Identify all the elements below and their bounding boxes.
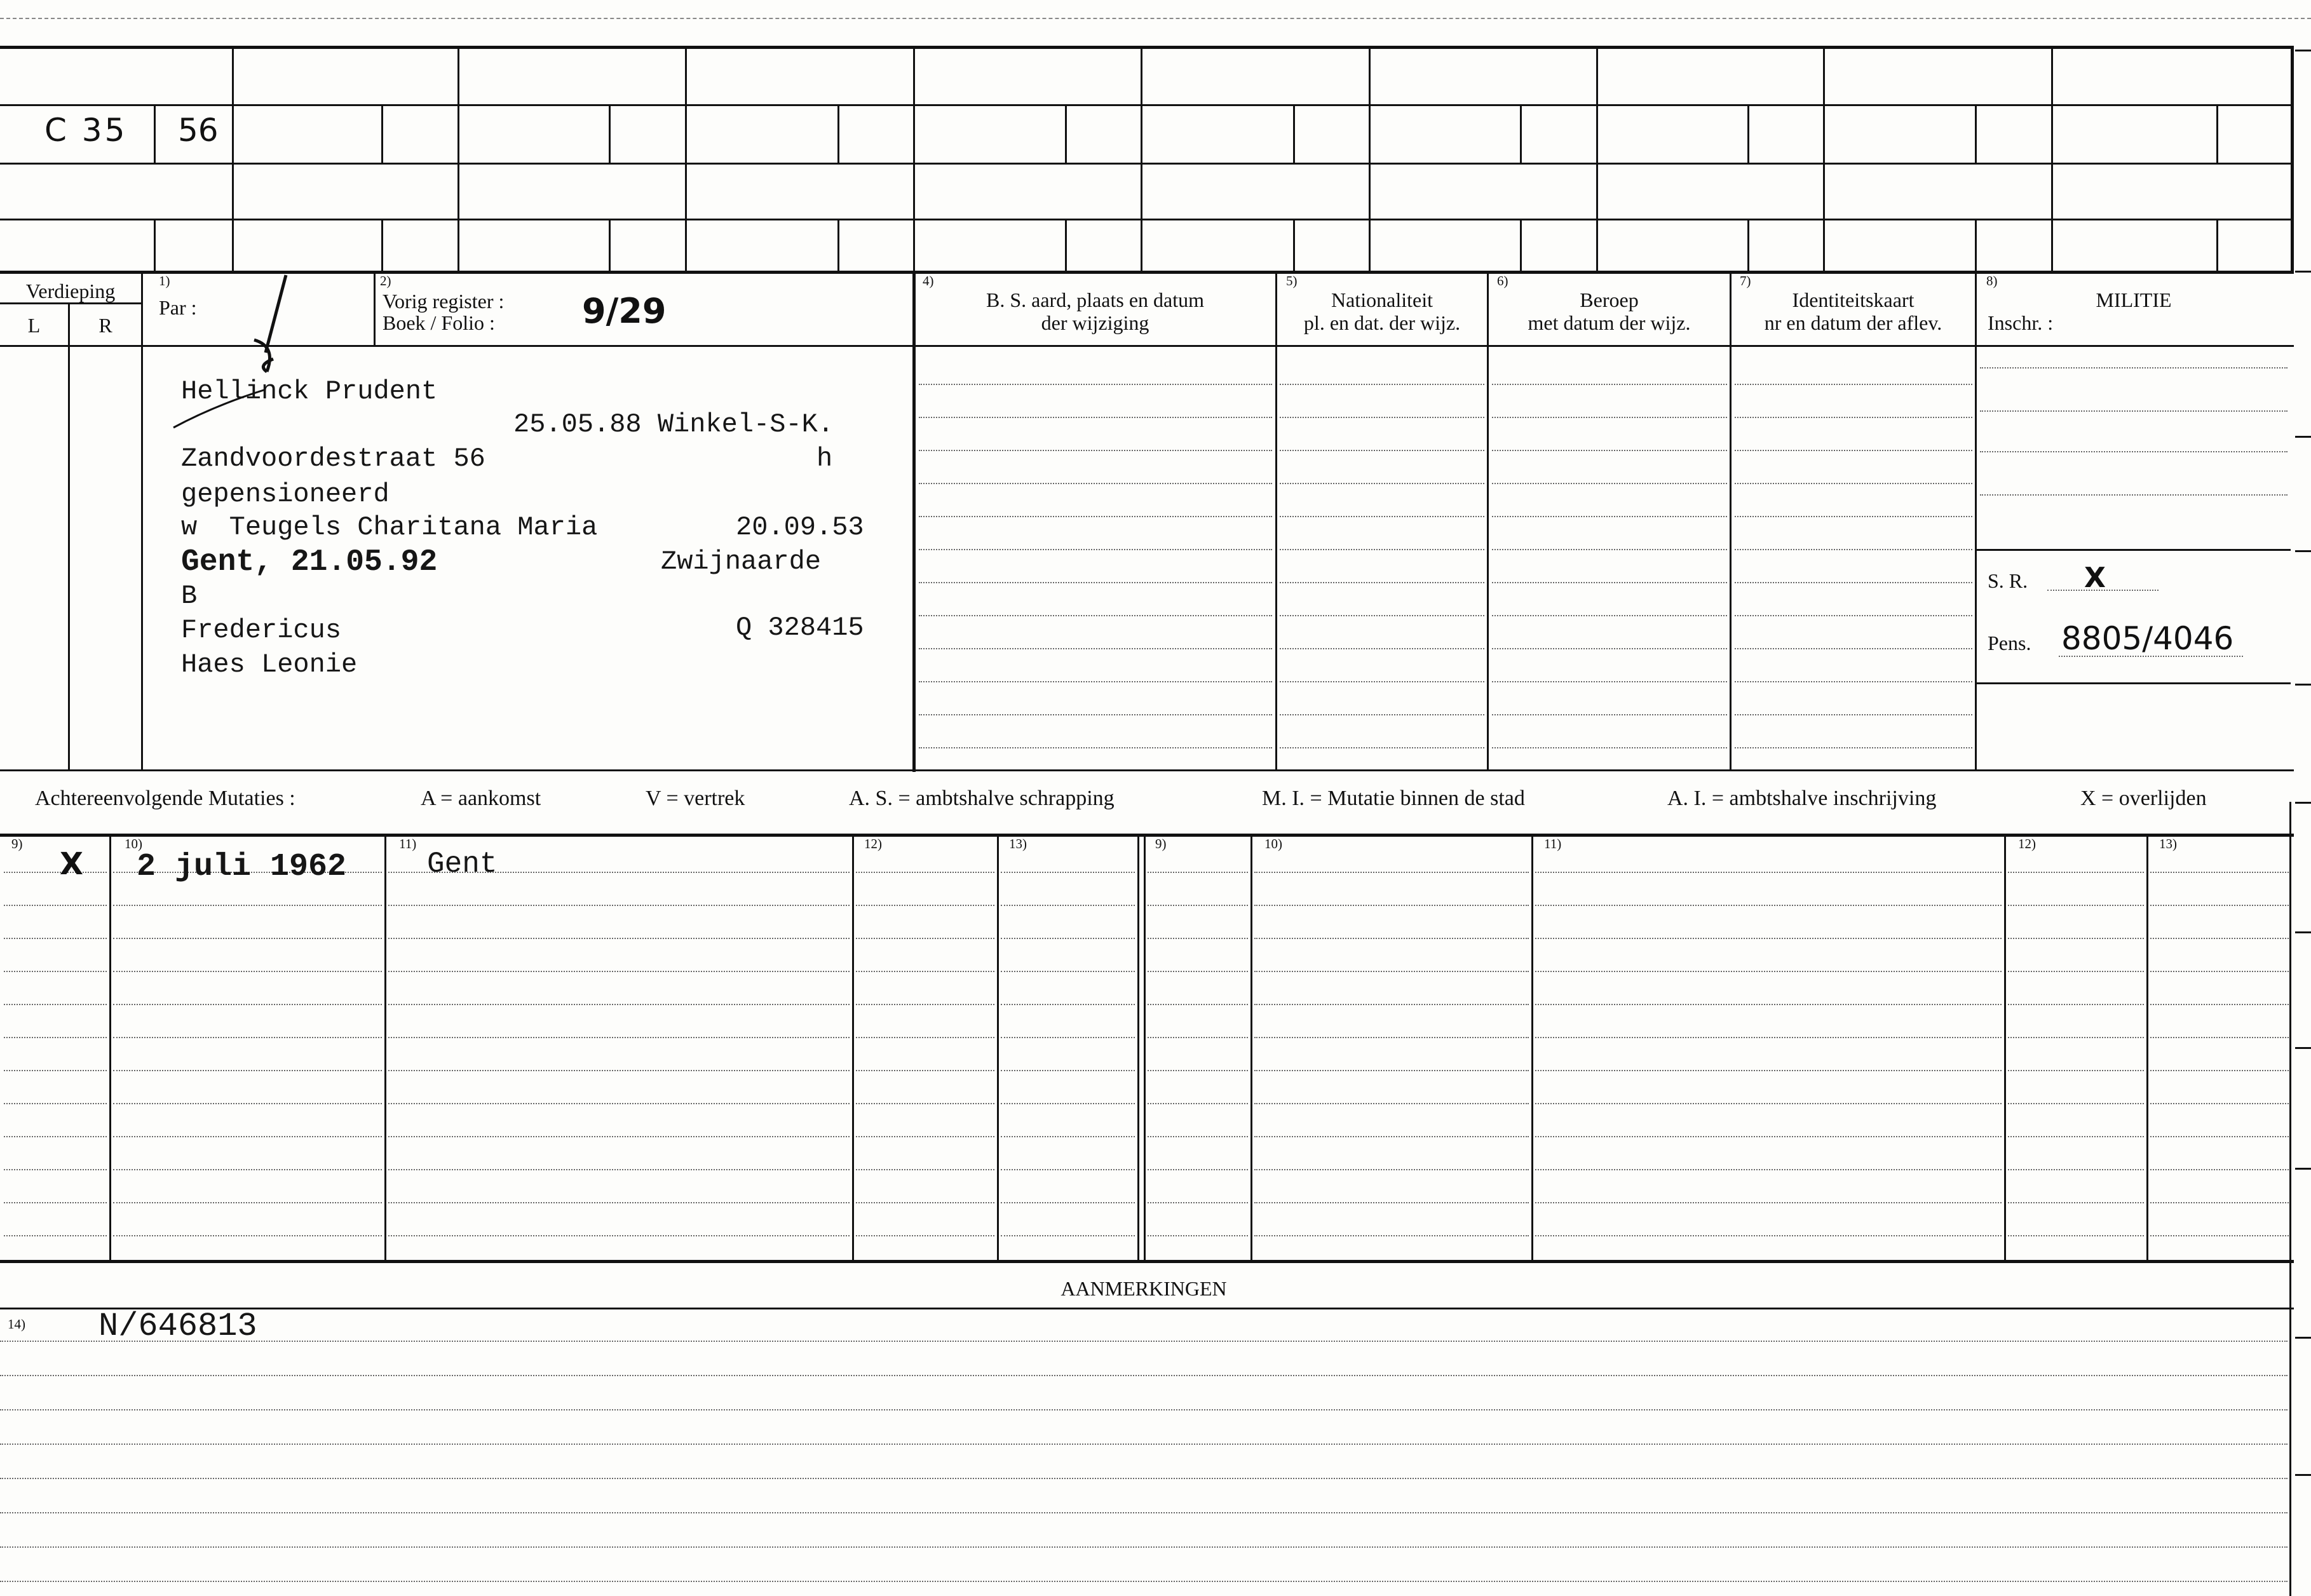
ruling-line [1001,1070,1135,1071]
par-label: Par : [159,296,197,319]
ruling-line [4,905,107,906]
ruling-line [1535,905,2002,906]
person-spouse: w Teugels Charitana Maria [181,512,598,543]
ruling-line [388,938,850,939]
person-spouse-date: 20.09.53 [736,512,864,543]
ruling-line [919,681,1272,682]
ruling-line [1492,516,1727,517]
par-checkmark [241,270,299,384]
ruling-line [1735,681,1972,682]
ruling-line [1148,1235,1248,1236]
legend-a: A = aankomst [421,787,541,810]
ruling-line [856,1103,994,1104]
ruling-line [856,938,994,939]
grid-top-line [0,46,2294,49]
ruling-line [1280,615,1484,616]
ruling-line [0,1546,2287,1548]
sr-value: X [2084,562,2106,594]
ruling-line [4,1037,107,1038]
ruling-line [1001,1004,1135,1005]
ruling-line [2008,1037,2144,1038]
ruling-line [4,1202,107,1203]
ruling-line [856,1037,994,1038]
ruling-line [919,417,1272,418]
mutation-date: 2 juli 1962 [137,849,347,885]
ruling-line [856,1235,994,1236]
ruling-line [2008,971,2144,972]
person-mother: Haes Leonie [181,649,358,680]
ruling-line [0,1375,2287,1376]
boek-folio-label: Boek / Folio : [383,311,495,334]
ruling-line [1735,714,1972,715]
ruling-line [1001,1202,1135,1203]
ruling-line [1148,1136,1248,1137]
ruling-line [2150,1169,2289,1170]
ruling-line [1254,872,1529,873]
ruling-line [2150,1004,2289,1005]
ruling-line [2150,872,2289,873]
mutation-place: Gent [427,848,498,881]
ruling-line [1280,483,1484,484]
ruling-line [1148,971,1248,972]
person-name: Hellinck Prudent [181,376,438,407]
legend-as: A. S. = ambtshalve schrapping [849,787,1115,810]
ruling-line [113,1070,382,1071]
ruling-line [919,450,1272,451]
name-strike [170,386,272,431]
ruling-line [1735,747,1972,748]
vorig-register-value: 9/29 [582,291,667,331]
ruling-line [1148,1103,1248,1104]
ruling-line [2008,1202,2144,1203]
beroep-header-line1: Beroep [1580,288,1639,311]
ruling-line [388,1070,850,1071]
ruling-line [2150,938,2289,939]
ruling-line [1001,971,1135,972]
remarks-text: N/646813 [98,1308,257,1345]
mutation-type: X [60,846,84,882]
bs-header-line1: B. S. aard, plaats en datum [986,288,1205,311]
ruling-line [1001,1103,1135,1104]
ruling-line [1492,549,1727,550]
ruling-line [388,1004,850,1005]
pens-value: 8805/4046 [2061,620,2234,657]
top-edge-marks [0,18,2311,19]
person-id-number: Q 328415 [736,612,864,643]
inschr-label: Inschr. : [1988,311,2054,334]
r-header: R [98,314,112,337]
ruling-line [4,1136,107,1137]
ruling-line [1492,384,1727,385]
ruling-line [1735,648,1972,649]
ruling-line [1535,938,2002,939]
nationaliteit-header-line2: pl. en dat. der wijz. [1303,311,1461,334]
sr-label: S. R. [1988,569,2028,592]
ruling-line [4,938,107,939]
ruling-line [2150,1070,2289,1071]
ruling-line [1492,681,1727,682]
verdieping-header: Verdieping [25,280,116,302]
ruling-line [2150,1103,2289,1104]
ruling-line [2150,1136,2289,1137]
ruling-line [0,1444,2287,1445]
ruling-line [1280,582,1484,583]
ruling-line [4,1235,107,1236]
ruling-line [919,747,1272,748]
ruling-line [388,971,850,972]
legend-x: X = overlijden [2080,787,2207,810]
ruling-line [2008,1169,2144,1170]
ruling-line [856,1202,994,1203]
ruling-line [1980,451,2287,452]
ruling-line [1735,582,1972,583]
ruling-line [2008,905,2144,906]
ruling-line [1535,1169,2002,1170]
ruling-line [1735,483,1972,484]
ruling-line [1254,1004,1529,1005]
ruling-line [856,1169,994,1170]
ruling-line [1001,872,1135,873]
ruling-line [4,1070,107,1071]
ruling-line [0,1581,2287,1582]
ruling-line [1280,516,1484,517]
ruling-line [1492,417,1727,418]
bs-header-line2: der wijziging [1041,311,1149,334]
ruling-line [1980,494,2287,496]
ruling-line [1001,1169,1135,1170]
ruling-line [2150,905,2289,906]
ruling-line [0,1341,2287,1342]
ruling-line [919,549,1272,550]
ruling-line [2008,1070,2144,1071]
ruling-line [1254,1103,1529,1104]
ruling-line [1254,938,1529,939]
ruling-line [1001,1136,1135,1137]
ruling-line [856,872,994,873]
ruling-line [113,1169,382,1170]
legend-title: Achtereenvolgende Mutaties : [35,787,295,810]
ruling-line [2008,1004,2144,1005]
ruling-line [388,905,850,906]
ruling-line [1254,1169,1529,1170]
ruling-line [388,1103,850,1104]
ruling-line [1148,1169,1248,1170]
ruling-line [856,1070,994,1071]
ruling-line [856,905,994,906]
ruling-line [113,938,382,939]
ruling-line [1535,1202,2002,1203]
grid-cell-code: C 35 [44,112,128,149]
ruling-line [919,714,1272,715]
ruling-line [4,1004,107,1005]
person-status: gepensioneerd [181,479,390,510]
ruling-line [2150,971,2289,972]
ruling-line [856,971,994,972]
person-b: B [181,581,198,611]
ruling-line [1254,1235,1529,1236]
ruling-line [113,905,382,906]
ruling-line [1735,549,1972,550]
ruling-line [919,648,1272,649]
person-registration: Gent, 21.05.92 [181,545,438,579]
ruling-line [2008,1136,2144,1137]
ruling-line [1735,384,1972,385]
vorig-register-label: Vorig register : [383,290,505,313]
ruling-line [1280,648,1484,649]
l-header: L [27,314,41,337]
ruling-line [1492,648,1727,649]
ruling-line [1535,1070,2002,1071]
ruling-line [1492,615,1727,616]
ruling-line [2008,938,2144,939]
ruling-line [1001,938,1135,939]
ruling-line [1535,971,2002,972]
person-h: h [817,443,833,474]
ruling-line [113,1202,382,1203]
ruling-line [856,1136,994,1137]
ruling-line [919,516,1272,517]
ruling-line [388,1202,850,1203]
grid-cell-number: 56 [178,112,219,149]
ruling-line [1535,1136,2002,1137]
ruling-line [0,1478,2287,1479]
ruling-line [919,384,1272,385]
ruling-line [1280,450,1484,451]
ruling-line [1148,872,1248,873]
ruling-line [388,1235,850,1236]
ruling-line [2150,1235,2289,1236]
ruling-line [2008,872,2144,873]
ruling-line [113,1235,382,1236]
ruling-line [1492,450,1727,451]
ruling-line [1254,1037,1529,1038]
ruling-line [113,1037,382,1038]
remarks-title: AANMERKINGEN [1061,1277,1227,1300]
ruling-line [1735,450,1972,451]
ruling-line [1535,1004,2002,1005]
ruling-line [856,1004,994,1005]
ruling-line [1535,1235,2002,1236]
person-registration-place: Zwijnaarde [661,546,822,577]
ruling-line [1492,483,1727,484]
ruling-line [1735,417,1972,418]
ruling-line [1254,905,1529,906]
ruling-line [388,1136,850,1137]
ruling-line [1980,410,2287,412]
ruling-line [919,483,1272,484]
ruling-line [4,1103,107,1104]
grid-bottom-line [0,271,2294,274]
ruling-line [0,1512,2287,1513]
person-birth: 25.05.88 Winkel-S-K. [513,409,834,440]
ruling-line [1254,1202,1529,1203]
ruling-line [1492,714,1727,715]
person-street: Zandvoordestraat 56 [181,443,485,474]
ruling-line [4,1169,107,1170]
ruling-line [1148,905,1248,906]
ruling-line [1148,1037,1248,1038]
ruling-line [1280,384,1484,385]
ruling-line [0,1409,2287,1410]
ruling-line [1001,905,1135,906]
ruling-line [1001,1037,1135,1038]
ruling-line [113,1103,382,1104]
ruling-line [1148,1202,1248,1203]
ruling-line [1148,1004,1248,1005]
identiteitskaart-header-line1: Identiteitskaart [1792,288,1915,311]
ruling-line [388,1169,850,1170]
population-register-card: C 35 56 Verdieping L R 1) Par : 2) Vorig register : Boek / Folio : 9/29 4) B. S. aard, plaats en datum der wijziging 5) Nationaliteit pl. en dat. der wijz. 6) Beroep met datum der wijz. 7) Identiteitskaart nr en datum der aflev. 8) MILITIE Inschr. : S. R. X Pens. 8805/4046 Hellinck Prudent 25.05.88 Winkel-S-K. Zandvoordestraat 56 h gepensioneerd w Teugels Charitana Maria 20.09.53 Gent, 21.05.92 Zwijnaarde B Fredericus Q 328415 Haes Leonie Achtereenvolgende Mutaties : A = aankomst V = vertrek A. S. = ambtshalve schrapping M. I. = Mutatie binnen de stad A. I. = ambtshalve inschrijving X = overlijden 9) 10) 11) 12) 13) 9) 10) 11) 12) 13) X 2 juli 1962 Gent AANMERKINGEN 14) N/646813 [0,0,2311,1596]
person-father: Fredericus [181,615,342,646]
legend-mi: M. I. = Mutatie binnen de stad [1262,787,1525,810]
ruling-line [1535,1037,2002,1038]
ruling-line [1280,549,1484,550]
ruling-line [1254,1070,1529,1071]
ruling-line [1280,681,1484,682]
ruling-line [4,872,107,873]
ruling-line [1980,367,2287,369]
ruling-line [4,971,107,972]
ruling-line [1148,938,1248,939]
ruling-line [1280,417,1484,418]
identiteitskaart-header-line2: nr en datum der aflev. [1764,311,1942,334]
ruling-line [919,582,1272,583]
ruling-line [1280,714,1484,715]
nationaliteit-header-line1: Nationaliteit [1331,288,1433,311]
ruling-line [1254,1136,1529,1137]
ruling-line [388,1037,850,1038]
ruling-line [919,615,1272,616]
pens-label: Pens. [1988,632,2031,654]
ruling-line [113,1004,382,1005]
ruling-line [2150,1202,2289,1203]
ruling-line [1492,582,1727,583]
militie-header: MILITIE [2096,288,2172,311]
ruling-line [1492,747,1727,748]
ruling-line [113,1136,382,1137]
legend-ai: A. I. = ambtshalve inschrijving [1667,787,1937,810]
legend-v: V = vertrek [646,787,745,810]
ruling-line [1148,1070,1248,1071]
ruling-line [1735,516,1972,517]
ruling-line [2008,1103,2144,1104]
ruling-line [1254,971,1529,972]
ruling-line [2150,1037,2289,1038]
ruling-line [2008,1235,2144,1236]
beroep-header-line2: met datum der wijz. [1528,311,1691,334]
ruling-line [1535,872,2002,873]
ruling-line [1001,1235,1135,1236]
ruling-line [1280,747,1484,748]
ruling-line [1535,1103,2002,1104]
ruling-line [1735,615,1972,616]
ruling-line [113,971,382,972]
